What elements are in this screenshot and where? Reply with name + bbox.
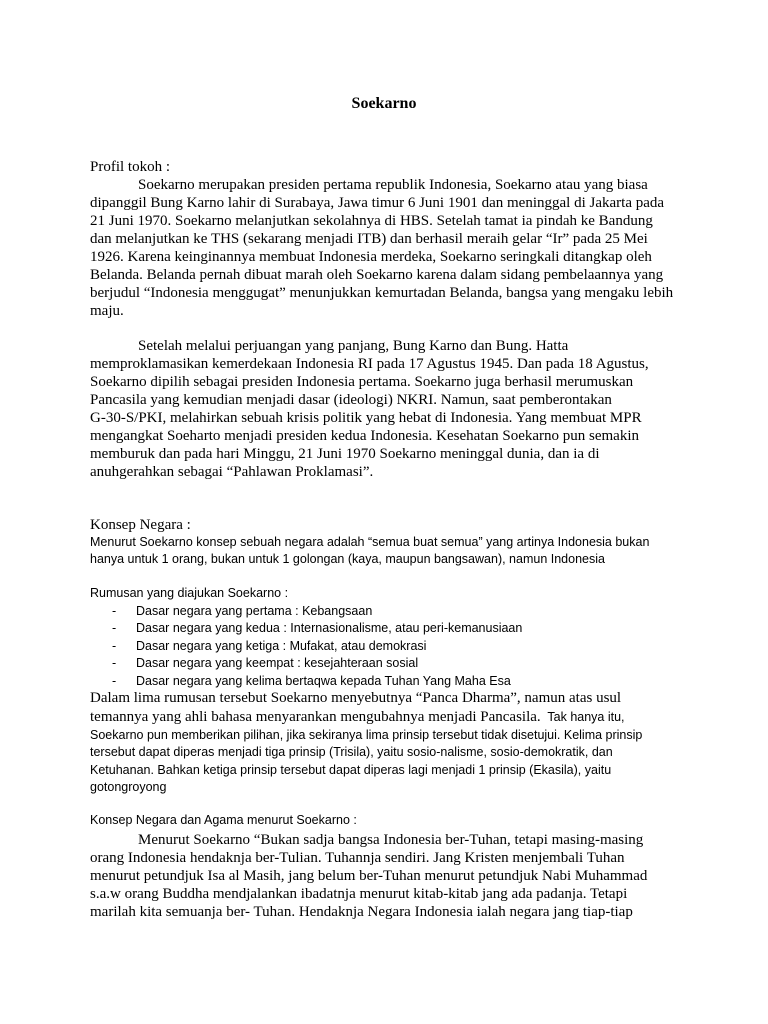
agama-line: s.a.w orang Buddha mendjalankan ibadatnja menurut kitab-kitab jang ada padanja. Tetapi	[90, 886, 628, 902]
konsep-intro	[90, 534, 690, 569]
profil-p1-line: dipanggil Bung Karno lahir di Surabaya, Jawa timur 6 Juni 1901 dan meninggal di Jakarta pada	[90, 195, 665, 211]
profil-p2-line: Soekarno dipilih sebagai presiden Indonesia pertama. Soekarno juga berhasil merumuskan	[90, 374, 634, 390]
profil-section	[90, 158, 690, 320]
page-title: Soekarno	[351, 95, 417, 112]
trisila-line: tersebut dapat diperas menjadi tiga prinsip (Trisila), yaitu sosio-nalisme, sosio-demokratik, dan	[90, 745, 613, 760]
list-item: - Dasar negara yang kedua : Internasionalisme, atau peri-kemanusiaan	[90, 620, 690, 637]
agama-heading: Konsep Negara dan Agama menurut Soekarno :	[90, 813, 357, 827]
list-item: - Dasar negara yang keempat : kesejahteraan sosial	[90, 655, 690, 672]
profil-p2-line: anuhgerahkan sebagai “Pahlawan Proklamasi”.	[90, 464, 374, 480]
profil-p2-line: Setelah melalui perjuangan yang panjang, Bung Karno dan Bung. Hatta	[138, 338, 569, 354]
profil-p1-line: 21 Juni 1970. Soekarno melanjutkan sekolahnya di HBS. Setelah tamat ia pindah ke Bandung	[90, 213, 653, 229]
rumusan-heading: Rumusan yang diajukan Soekarno :	[90, 586, 289, 600]
profil-p1-line: Soekarno merupakan presiden pertama republik Indonesia, Soekarno atau yang biasa	[138, 177, 648, 193]
trisila-line: gotongroyong	[90, 780, 167, 795]
list-item: - Dasar negara yang kelima bertaqwa kepada Tuhan Yang Maha Esa	[90, 673, 690, 690]
agama-line: orang Indonesia hendaknja ber-Tulian. Tuhannja sendiri. Jang Kristen menjembali Tuhan	[90, 850, 625, 866]
konsep-heading: Konsep Negara :	[90, 517, 191, 533]
profil-p2-line: mengangkat Soeharto menjadi presiden kedua Indonesia. Kesehatan Soekarno pun semakin	[90, 428, 640, 444]
profil-p1-line: dan melanjutkan ke THS (sekarang menjadi ITB) dan berhasil meraih gelar “Ir” pada 25 Mei	[90, 231, 648, 247]
agama-paragraph	[90, 831, 690, 921]
agama-line: marilah kita semuanja ber- Tuhan. Hendaknja Negara Indonesia ialah negara jang tiap-tiap	[90, 904, 633, 920]
konsep-intro-line: hanya untuk 1 orang, bukan untuk 1 golongan (kaya, maupun bangsawan), namun Indonesia	[90, 552, 605, 567]
pancasila-serif-text: temannya yang ahli bahasa menyarankan mengubahnya menjadi Pancasila.	[90, 709, 541, 725]
rumusan-list	[90, 603, 690, 690]
panca-dharma-line: Dalam lima rumusan tersebut Soekarno menyebutnya “Panca Dharma”, namun atas usul	[90, 690, 622, 706]
konsep-intro-line: Menurut Soekarno konsep sebuah negara adalah “semua buat semua” yang artinya Indonesia bukan	[90, 535, 650, 549]
list-item: - Dasar negara yang pertama : Kebangsaan	[90, 603, 690, 620]
agama-line: menurut petundjuk Isa al Masih, jang belum ber-Tuhan menurut petundjuk Nabi Muhammad	[90, 868, 648, 884]
profil-p1-line: berjudul “Indonesia menggugat” menunjukkan kemurtadan Belanda, bangsa yang mengaku lebih	[90, 285, 674, 301]
profil-heading: Profil tokoh :	[90, 159, 171, 175]
profil-p2-line: memproklamasikan kemerdekaan Indonesia RI pada 17 Agustus 1945. Dan pada 18 Agustus,	[90, 356, 649, 372]
list-item: - Dasar negara yang ketiga : Mufakat, atau demokrasi	[90, 638, 690, 655]
pancasila-sans-text: Tak hanya itu,	[540, 710, 625, 724]
profil-p2-line: memburuk dan pada hari Minggu, 21 Juni 1970 Soekarno meninggal dunia, dan ia di	[90, 446, 600, 462]
trisila-paragraph	[90, 727, 690, 797]
profil-p2-line: Pancasila yang kemudian menjadi dasar (ideologi) NKRI. Namun, saat pemberontakan	[90, 392, 612, 408]
trisila-line: Ketuhanan. Bahkan ketiga prinsip tersebut dapat diperas lagi menjadi 1 prinsip (Ekasila), yaitu	[90, 762, 612, 777]
profil-p1-line: 1926. Karena keinginannya membuat Indonesia merdeka, Soekarno seringkali ditangkap oleh	[90, 249, 652, 265]
profil-paragraph-2	[90, 337, 690, 481]
profil-p1-line: Belanda. Belanda pernah dibuat marah oleh Soekarno karena dalam sidang pembelaannya yang	[90, 267, 664, 283]
agama-line: Menurut Soekarno “Bukan sadja bangsa Indonesia ber-Tuhan, tetapi masing-masing	[138, 832, 644, 848]
profil-p2-line: G-30-S/PKI, melahirkan sebuah krisis politik yang hebat di Indonesia. Yang membuat MPR	[90, 410, 642, 426]
profil-p1-line: maju.	[90, 303, 124, 319]
trisila-line: Soekarno pun memberikan pilihan, jika sekiranya lima prinsip tersebut tidak disetujui. Kelima prinsip	[90, 728, 643, 742]
pancasila-line	[90, 708, 690, 726]
